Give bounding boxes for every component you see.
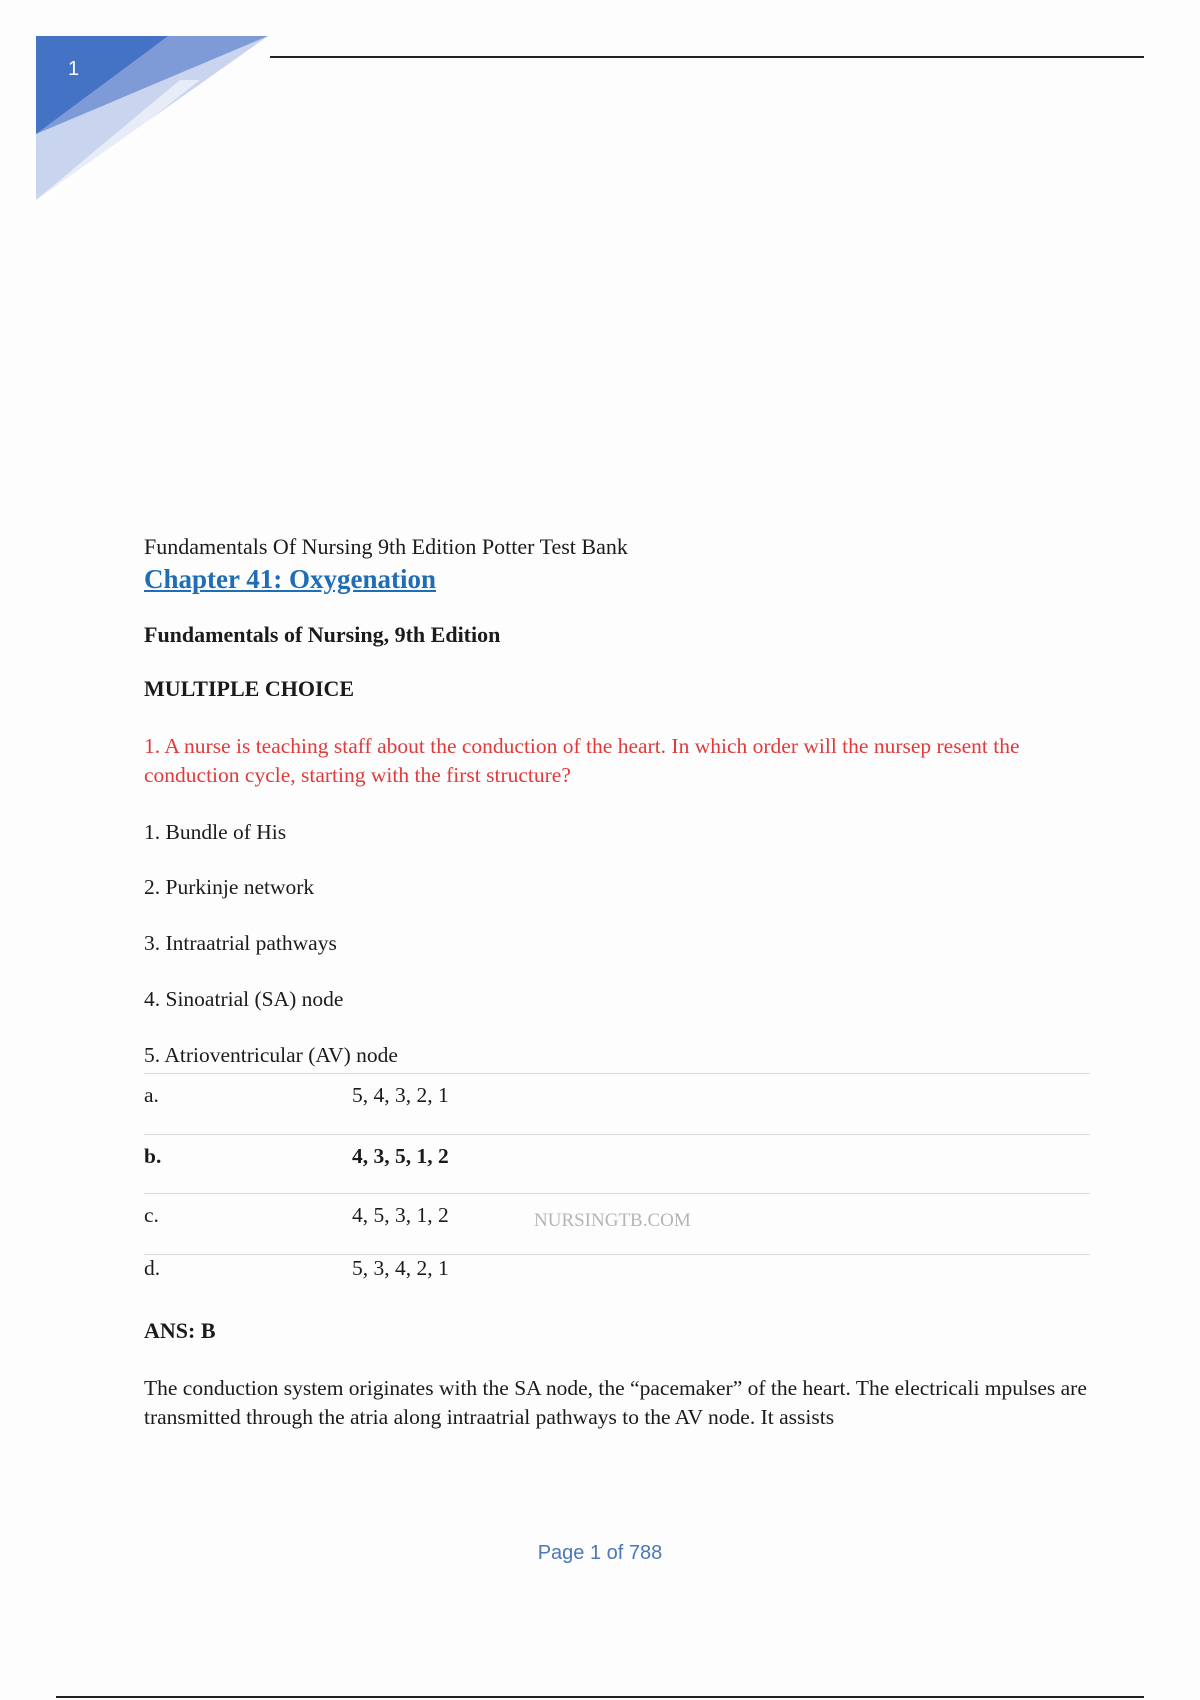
- list-item: 3. Intraatrial pathways: [144, 931, 337, 955]
- section-heading: MULTIPLE CHOICE: [144, 676, 355, 701]
- choice-letter: b.: [144, 1144, 162, 1168]
- choice-row: [144, 1193, 1090, 1254]
- list-item: 4. Sinoatrial (SA) node: [144, 987, 344, 1011]
- document-title: Fundamentals Of Nursing 9th Edition Potter Test Bank: [144, 534, 628, 559]
- watermark-text: NURSINGTB.COM: [534, 1210, 691, 1231]
- edition-heading: Fundamentals of Nursing, 9th Edition: [144, 622, 501, 647]
- list-item: 1. Bundle of His: [144, 820, 287, 844]
- choice-value: 4, 5, 3, 1, 2: [352, 1203, 449, 1227]
- answer-key: ANS: B: [144, 1318, 216, 1343]
- choice-value: 4, 3, 5, 1, 2: [352, 1144, 449, 1168]
- corner-decoration: [0, 0, 280, 210]
- footer-rule: [56, 1696, 1144, 1698]
- list-item: 2. Purkinje network: [144, 875, 315, 899]
- choice-row-correct: [144, 1134, 1090, 1193]
- choice-letter: d.: [144, 1256, 161, 1280]
- choice-row: [144, 1254, 1090, 1305]
- page-footer-label: Page 1 of 788: [537, 1542, 663, 1564]
- choice-letter: a.: [144, 1083, 159, 1107]
- page-number-badge: 1: [68, 58, 80, 80]
- list-item: 5. Atrioventricular (AV) node: [144, 1043, 398, 1067]
- choice-value: 5, 3, 4, 2, 1: [352, 1256, 449, 1280]
- choice-letter: c.: [144, 1203, 159, 1227]
- choice-value: 5, 4, 3, 2, 1: [352, 1083, 449, 1107]
- answer-choices-table: [144, 1073, 1090, 1305]
- answer-explanation: The conduction system originates with the SA node, the “pacemaker” of the heart. The electricali mpulses are transmitted through the atria along intraatrial pathways to the AV node. It assists: [144, 1376, 1087, 1429]
- header-rule: [270, 56, 1144, 58]
- chapter-heading-link[interactable]: Chapter 41: Oxygenation: [144, 564, 437, 594]
- choice-row: [144, 1073, 1090, 1134]
- question-text: 1. A nurse is teaching staff about the conduction of the heart. In which order will the nursep resent the conduction cycle, starting with the first structure?: [144, 734, 1020, 787]
